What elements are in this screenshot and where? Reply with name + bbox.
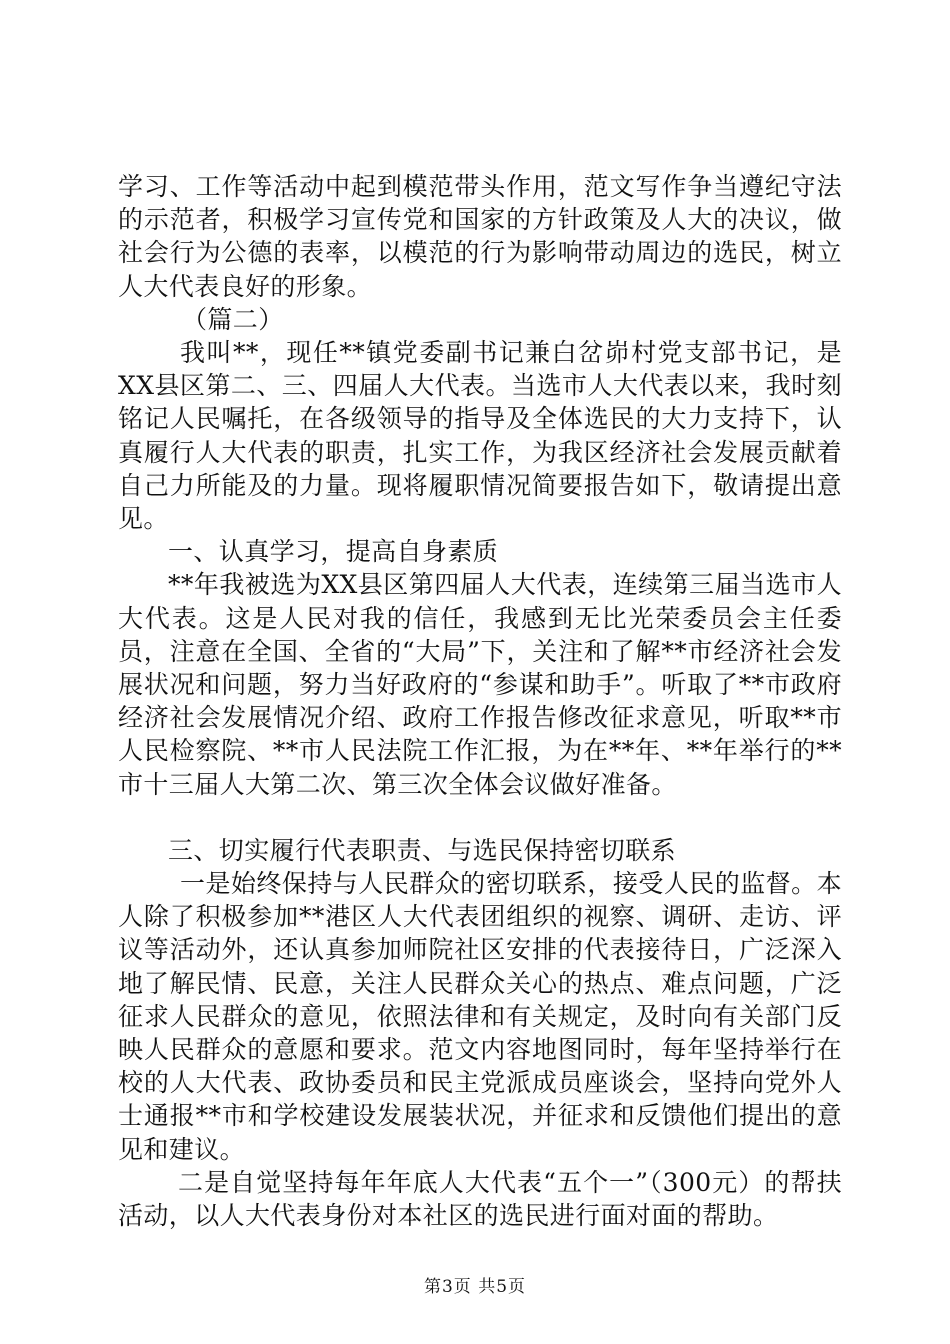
paragraph-introduction: 我叫**，现任**镇党委副书记兼白岔峁村党支部书记，是XX县区第二、三、四届人大代表。当选市人大代表以来，我时刻铭记人民嘱托，在各级领导的指导及全体选民的大力支持下，认真履行人大代表的职责，扎实工作，为我区经济社会发展贡献着自己力所能及的力量。现将履职情况简要报告如下，敬请提出意见。 — [118, 338, 842, 534]
paragraph-duty-one: 一是始终保持与人民群众的密切联系，接受人民的监督。本人除了积极参加**港区人大代表团组织的视察、调研、走访、评议等活动外，还认真参加师院社区安排的代表接待日，广泛深入地了解民情、民意，关注人民群众关心的热点、难点问题，广泛征求人民群众的意见，依照法律和有关规定，及时向有关部门反映人民群众的意愿和要求。范文内容地图同时，每年坚持举行在校的人大代表、政协委员和民主党派成员座谈会，坚持向党外人士通报**市和学校建设发展装状况，并征求和反馈他们提出的意见和建议。 — [118, 869, 842, 1164]
section-heading-part-two: （篇二） — [182, 304, 284, 334]
document-body — [118, 170, 842, 1232]
paragraph-study: **年我被选为XX县区第四届人大代表，连续第三届当选市人大代表。这是人民对我的信任，我感到无比光荣委员会主任委员，注意在全国、全省的“大局”下，关注和了解**市经济社会发展状况和问题，努力当好政府的“参谋和助手”。听取了**市政府经济社会发展情况介绍、政府工作报告修改征求意见，听取**市人民检察院、**市人民法院工作汇报，为在**年、**年举行的**市十三届人大第二次、第三次全体会议做好准备。 — [118, 570, 842, 799]
blank-line — [118, 801, 842, 834]
paragraph-duty-two: 二是自觉坚持每年年底人大代表“五个一”（300元）的帮扶活动，以人大代表身份对本社区的选民进行面对面的帮助。 — [118, 1167, 842, 1231]
paragraph-continuation: 学习、工作等活动中起到模范带头作用，范文写作争当遵纪守法的示范者，积极学习宣传党和国家的方针政策及人大的决议，做社会行为公德的表率，以模范的行为影响带动周边的选民，树立人大代表良好的形象。 — [118, 172, 842, 301]
section-heading-duties: 三、切实履行代表职责、与选民保持密切联系 — [168, 835, 677, 865]
page-number-footer: 第3页 共5页 — [423, 1277, 527, 1297]
section-heading-study: 一、认真学习，提高自身素质 — [168, 537, 499, 567]
